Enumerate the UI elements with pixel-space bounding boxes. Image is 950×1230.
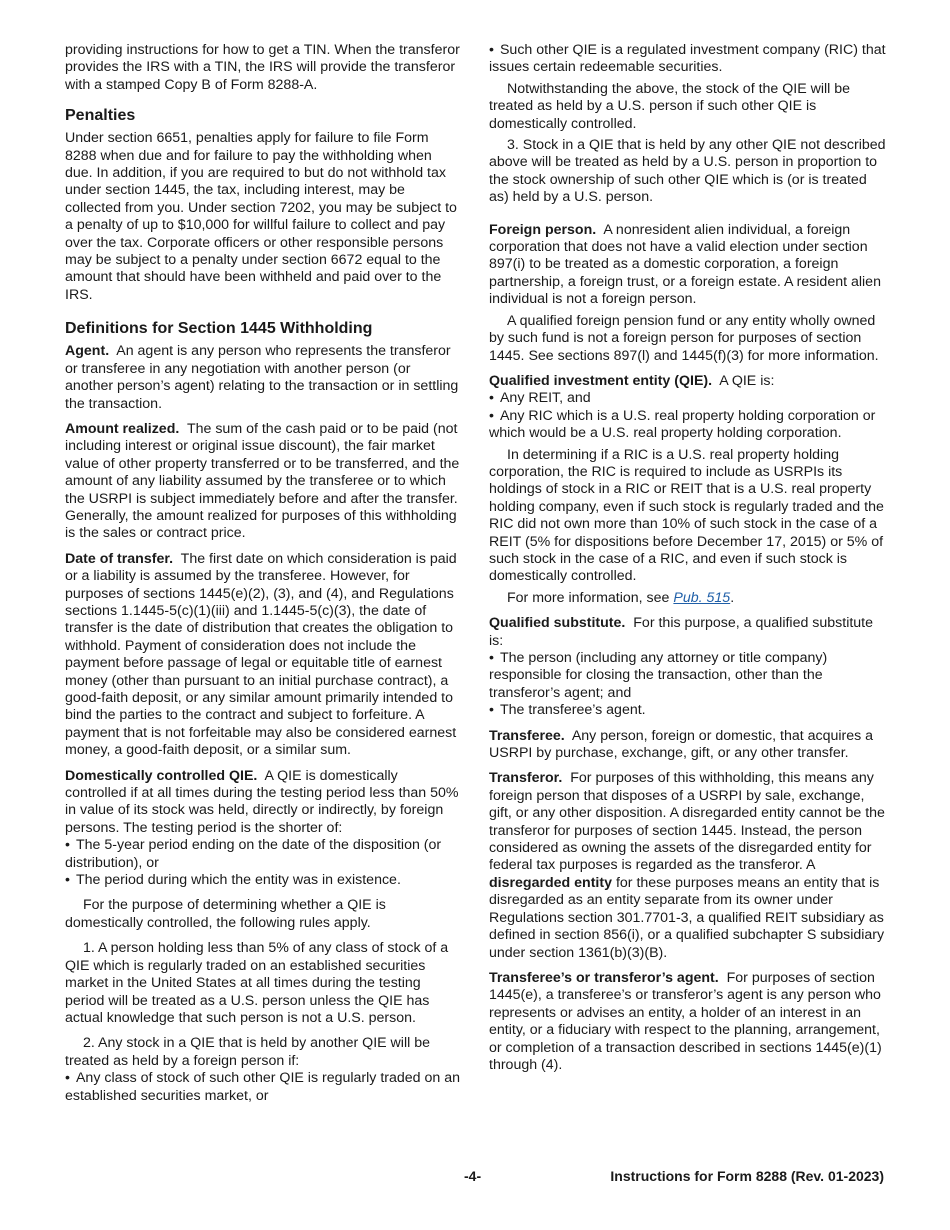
foreign-person-term: Foreign person. <box>489 221 597 238</box>
rule2-bullet-1: • Any class of stock of such other QIE is regularly traded on an established securities market, or <box>65 1070 462 1105</box>
transferor-text: For purposes of this withholding, this means any foreign person that disposes of a USRPI by sale, exchange, gift, or any other disposition. A disregarded entity cannot be the transferor for purposes of section 1445. Instead, the person considered as owning the assets of the disregarded entity for federal tax purposes is regarded as the transferor. A <box>489 770 885 874</box>
list-item <box>65 872 462 889</box>
dcqie-definition <box>65 768 462 838</box>
transferor-term: Transferor. <box>489 770 563 787</box>
list-item <box>489 650 886 702</box>
more-info-paragraph <box>489 590 886 607</box>
rule2-bullet-2: • Such other QIE is a regulated investment company (RIC) that issues certain redeemable securities. <box>489 42 886 77</box>
intro-paragraph: providing instructions for how to get a TIN. When the transferor provides the IRS with a TIN, the IRS will provide the transferor with a stamped Copy B of Form 8288-A. <box>65 42 460 93</box>
penalties-heading: Penalties <box>65 107 136 125</box>
date-of-transfer-definition <box>65 551 462 760</box>
qie-bullet-1: • Any REIT, and <box>489 390 886 407</box>
list-item <box>65 837 462 872</box>
agent2-term: Transferee’s or transferor’s agent. <box>489 969 719 986</box>
agent-text: An agent is any person who represents the transferor or transferee in any negotiation with another person (or another person’s agent) relating to the transaction or in settling the transaction. <box>65 343 459 412</box>
qualified-substitute-term: Qualified substitute. <box>489 615 626 632</box>
agent-definition <box>65 343 462 413</box>
pension-paragraph: A qualified foreign pension fund or any entity wholly owned by such fund is not a foreign person for purposes of section 1445. See sections 897(l) and 1445(f)(3) for more information. <box>489 312 879 364</box>
transferee-term: Transferee. <box>489 727 565 744</box>
qs-bullet-1: • The person (including any attorney or title company) responsible for closing the transaction, other than the transferor’s agent; and <box>489 650 886 702</box>
ric-paragraph: In determining if a RIC is a U.S. real property holding corporation, the RIC is required to include as USRPIs its holdings of stock in a RIC or REIT that is a U.S. real property holding company, even if such stock is regularly traded and the RIC did not own more than 10% of such stock in the case of a REIT (5% for dispositions before December 17, 2015) or 5% of such stock in the case of a RIC, and even if such stock is domestically controlled. <box>489 446 884 585</box>
rule-2: 2. Any stock in a QIE that is held by another QIE will be treated as held by a foreign person if: <box>65 1035 430 1069</box>
rule-3: 3. Stock in a QIE that is held by any other QIE not described above will be treated as held by a U.S. person in proportion to the stock ownership of such other QIE which is (or is treated as) held by a U.S. person. <box>489 137 886 206</box>
list-item <box>489 42 886 77</box>
right-column <box>489 42 886 1082</box>
foreign-person-definition <box>489 222 886 309</box>
pub-515-link[interactable]: Pub. 515 <box>673 589 731 606</box>
transferor-definition <box>489 770 886 961</box>
dcqie-term: Domestically controlled QIE. <box>65 767 258 784</box>
agent-term: Agent. <box>65 343 110 360</box>
penalties-paragraph: Under section 6651, penalties apply for failure to file Form 8288 when due and for failure to pay the withholding when due. In addition, if you are required to but do not withhold tax under section 1445, the tax, including interest, may be collected from you. Under section 7202, you may be subject to a penalty of up to $10,000 for willful failure to collect and pay over the tax. Corporate officers or other responsible persons may be subject to a penalty under section 6672 equal to the amount that should have been withheld and paid over to the IRS. <box>65 130 457 303</box>
transferee-definition <box>489 728 886 763</box>
qie-bullet-2: • Any RIC which is a U.S. real property holding corporation or which would be a U.S. real property holding corporation. <box>489 408 886 443</box>
amount-realized-text: The sum of the cash paid or to be paid (not including interest or original issue discount), the fair market value of other property transferred or to be transferred, and the amount of any liability assumed by the transferee or to which the USRPI is subject immediately before and after the transfer. Generally, the amount realized for purposes of this withholding is the sales or contract price. <box>65 420 460 542</box>
qualified-substitute-text: For this purpose, a qualified substitute is: <box>489 615 874 649</box>
foreign-person-text: A nonresident alien individual, a foreign corporation that does not have a valid election under section 897(i) to be treated as a domestic corporation, a foreign partnership, a foreign trust, or a foreign estate. A resident alien individual is not a foreign person. <box>489 221 881 308</box>
footer-doc-title: Instructions for Form 8288 (Rev. 01-2023) <box>610 1168 884 1184</box>
qie-text: A QIE is: <box>719 372 775 389</box>
transferor-text-continued: for these purposes means an entity that is disregarded as an entity separate from its owner under Regulations section 301.7701-3, a qualified REIT subsidiary as defined in section 856(i), or a qualified subchapter S subsidiary under section 1361(b)(3)(B). <box>489 874 885 961</box>
qualified-substitute-definition <box>489 615 886 650</box>
date-of-transfer-text: The first date on which consideration is paid or a liability is assumed by the transferee. However, for purposes of sections 1445(e)(2), (3), and (4), and Regulations sections 1.1445-5(c)(1)(iii) and 1.1445-5(c)(3), the date of transfer is the date of distribution that creates the obligation to withhold. Payment of consideration does not include the payment before passage of legal or equitable title of earnest money (other than pursuant to an initial purchase contract), a good-faith deposit, or any similar amount primarily intended to bind the parties to the contract and subject to forfeiture. A payment that is not forfeitable may also be considered earnest money, a good-faith deposit, or a similar sum. <box>65 550 457 759</box>
list-item <box>65 1070 462 1105</box>
amount-realized-term: Amount realized. <box>65 420 180 437</box>
qie-definition <box>489 373 886 390</box>
dcqie-bullet-2: • The period during which the entity was in existence. <box>65 872 462 889</box>
list-item <box>489 408 886 443</box>
list-item <box>489 702 886 719</box>
dcqie-bullet-1: • The 5-year period ending on the date of the disposition (or distribution), or <box>65 837 462 872</box>
left-column <box>65 42 462 1105</box>
agent2-definition <box>489 970 886 1074</box>
page-number: -4- <box>464 1168 482 1184</box>
definitions-heading: Definitions for Section 1445 Withholding <box>65 320 373 338</box>
list-item <box>489 390 886 407</box>
amount-realized-definition <box>65 421 462 543</box>
more-info-prefix: For more information, see <box>507 589 674 606</box>
qie-term: Qualified investment entity (QIE). <box>489 372 713 389</box>
qs-bullet-2: • The transferee’s agent. <box>489 702 886 719</box>
notwithstanding-paragraph: Notwithstanding the above, the stock of the QIE will be treated as held by a U.S. person if such other QIE is domestically controlled. <box>489 80 851 132</box>
date-of-transfer-term: Date of transfer. <box>65 550 174 567</box>
transferee-text: Any person, foreign or domestic, that acquires a USRPI by purchase, exchange, gift, or any other transfer. <box>489 727 874 762</box>
disregarded-entity-term: disregarded entity <box>489 874 612 891</box>
dcqie-rules-intro: For the purpose of determining whether a QIE is domestically controlled, the following rules apply. <box>65 897 386 931</box>
more-info-suffix: . <box>730 589 735 606</box>
dcqie-text: A QIE is domestically controlled if at all times during the testing period less than 50% in value of its stock was held, directly or indirectly, by foreign persons. The testing period is the shorter of: <box>65 767 459 836</box>
rule-1: 1. A person holding less than 5% of any class of stock of a QIE which is regularly traded on an established securities market in the United States at all times during the testing period will be treated as a U.S. person unless the QIE has actual knowledge that such person is not a U.S. person. <box>65 940 449 1026</box>
agent2-text: For purposes of section 1445(e), a transferee’s or transferor’s agent is any person who represents or advises an entity, a holder of an interest in an entity, or a fiduciary with respect to the planning, arrangement, or completion of a transaction described in sections 1445(e)(1) through (4). <box>489 969 882 1073</box>
